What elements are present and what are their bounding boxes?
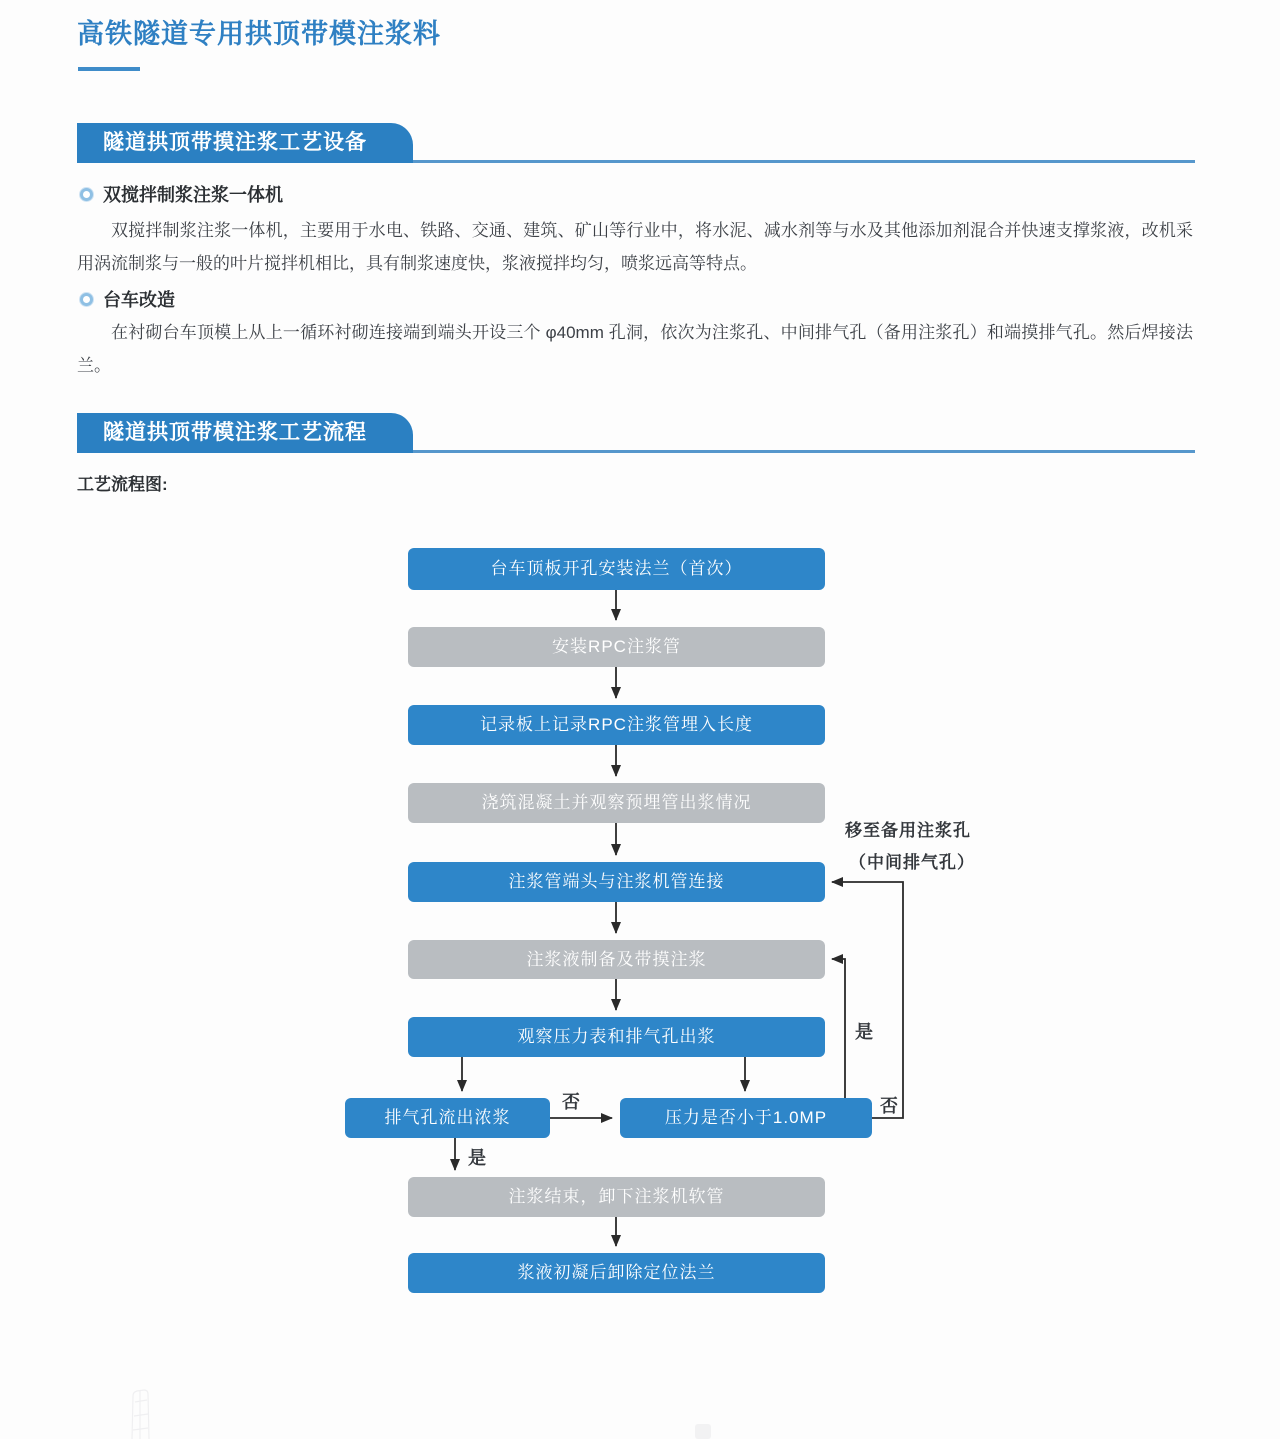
flow-node-observe-pressure: 观察压力表和排气孔出浆 bbox=[408, 1017, 825, 1057]
flow-node-pressure-check: 压力是否小于1.0MP bbox=[620, 1098, 872, 1138]
ring-bullet-icon bbox=[80, 188, 93, 201]
flow-note-line1: 移至备用注浆孔 bbox=[845, 821, 971, 840]
flow-node-install-flange: 台车顶板开孔安装法兰（首次） bbox=[408, 548, 825, 590]
flowchart bbox=[0, 540, 1280, 1340]
section-equipment-banner-row bbox=[77, 123, 1195, 163]
flow-node-pour-concrete: 浇筑混凝土并观察预埋管出浆情况 bbox=[408, 783, 825, 823]
flow-node-vent-thick-grout: 排气孔流出浓浆 bbox=[345, 1098, 550, 1138]
edge-label-no-loop: 否 bbox=[880, 1096, 898, 1116]
flow-node-install-rpc-pipe: 安装RPC注浆管 bbox=[408, 627, 825, 667]
flow-diagram-label: 工艺流程图: bbox=[77, 475, 168, 494]
flow-node-end-grouting: 注浆结束，卸下注浆机软管 bbox=[408, 1177, 825, 1217]
faint-smudge bbox=[695, 1424, 711, 1439]
flow-node-connect-pipe: 注浆管端头与注浆机管连接 bbox=[408, 862, 825, 902]
flow-node-remove-flange: 浆液初凝后卸除定位法兰 bbox=[408, 1253, 825, 1293]
page-title: 高铁隧道专用拱顶带模注浆料 bbox=[77, 19, 441, 49]
bullet-trolley bbox=[80, 286, 175, 312]
title-underline bbox=[78, 67, 140, 71]
ring-bullet-icon bbox=[80, 293, 93, 306]
arrow-9-5-no-loop bbox=[832, 882, 903, 1118]
bullet-mixer bbox=[80, 181, 283, 207]
bullet-trolley-heading: 台车改造 bbox=[103, 290, 175, 310]
section-equipment-banner: 隧道拱顶带摸注浆工艺设备 bbox=[77, 123, 413, 163]
building-watermark-icon bbox=[118, 1388, 164, 1439]
flow-node-record-length: 记录板上记录RPC注浆管埋入长度 bbox=[408, 705, 825, 745]
section-process-banner: 隧道拱顶带模注浆工艺流程 bbox=[77, 413, 413, 453]
paragraph-mixer: 双搅拌制浆注浆一体机，主要用于水电、铁路、交通、建筑、矿山等行业中，将水泥、减水剂等与水及其他添加剂混合并快速支撑浆液，改机采用涡流制浆与一般的叶片搅拌机相比，具有制浆速度快，浆液搅拌均匀，喷浆远高等特点。 bbox=[77, 221, 1193, 273]
paragraph-trolley: 在衬砌台车顶模上从上一循环衬砌连接端到端头开设三个 φ40mm 孔洞，依次为注浆孔、中间排气孔（备用注浆孔）和端摸排气孔。然后焊接法兰。 bbox=[77, 323, 1193, 375]
section-process-banner-row bbox=[77, 413, 1195, 453]
flow-note-line2: （中间排气孔） bbox=[849, 853, 975, 872]
flow-node-prepare-grout: 注浆液制备及带摸注浆 bbox=[408, 940, 825, 979]
bullet-mixer-heading: 双搅拌制浆注浆一体机 bbox=[103, 185, 283, 205]
edge-label-no-horizontal: 否 bbox=[562, 1092, 580, 1112]
edge-label-yes-loop: 是 bbox=[855, 1022, 873, 1042]
arrow-9-6-yes-loop bbox=[832, 959, 845, 1098]
edge-label-yes-down: 是 bbox=[468, 1148, 486, 1168]
